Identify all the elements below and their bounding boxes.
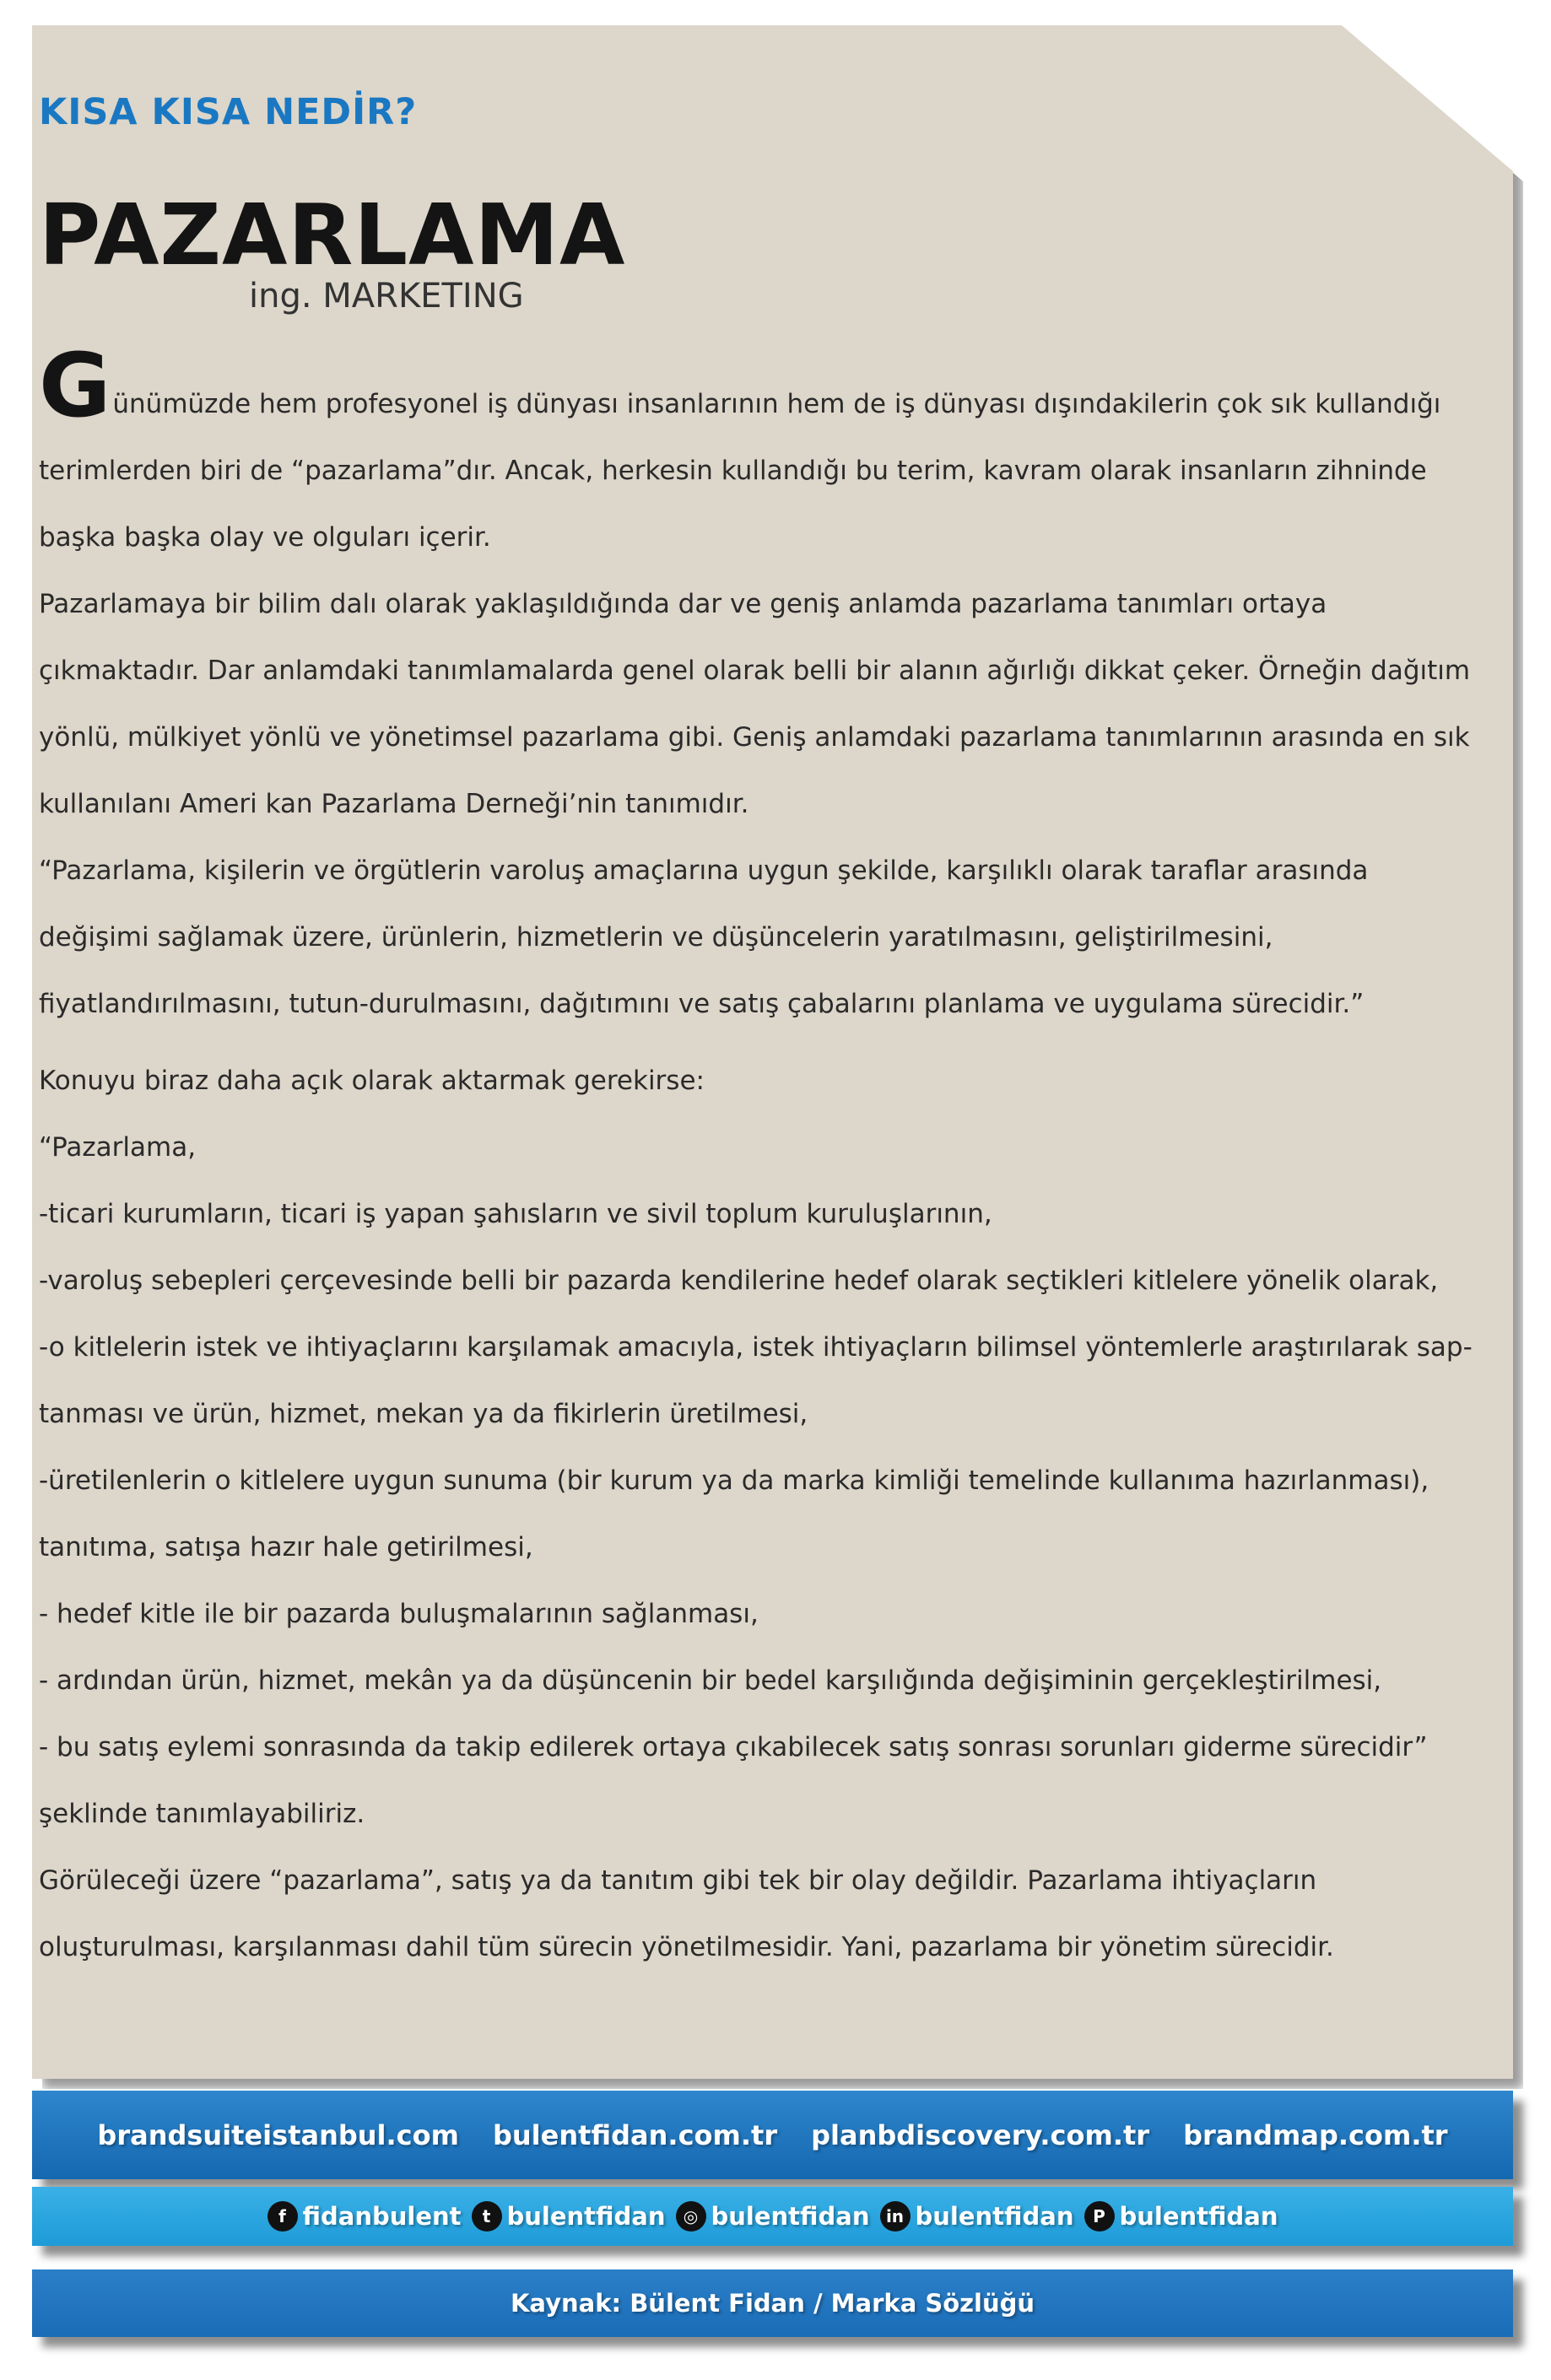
websites-bar [32,2091,1513,2179]
list-item: - bu satış eylemi sonrasında da takip edilerek ortaya çıkabilecek satış sonrası sorunları giderme sürecidir” [39,1732,1428,1762]
social-linkedin[interactable] [880,2201,1074,2232]
paragraph-conclusion: Görüleceği üzere “pazarlama”, satış ya da tanıtım gibi tek bir olay değildir. Pazarlama ihtiyaçların oluşturulması, karşılanması dahil tüm sürecin yönetilmesidir. Yani, pazarlama bir yönetim sürecidir. [39,1865,1334,1962]
paragraph-intro [39,334,1473,571]
kicker-heading: KISA KISA NEDİR? [39,91,418,133]
instagram-icon: ◎ [676,2201,706,2232]
drop-cap: G [39,334,111,437]
article-body [39,334,1473,1981]
social-handle: bulentfidan [711,2202,870,2231]
website-link[interactable]: brandsuiteistanbul.com [97,2118,459,2151]
spacer [39,1038,1473,1048]
social-handle: bulentfidan [915,2202,1074,2231]
list-item: -üretilenlerin o kitlelere uygun sunuma (bir kurum ya da marka kimliği temelinde kullanıma hazırlanması), tanıtıma, satışa hazır hale getirilmesi, [39,1465,1429,1562]
list-item: -ticari kurumların, ticari iş yapan şahısların ve sivil toplum kuruluşlarının, [39,1199,992,1229]
website-link[interactable]: brandmap.com.tr [1183,2118,1448,2151]
social-facebook[interactable] [268,2201,462,2232]
source-credit: Kaynak: Bülent Fidan / Marka Sözlüğü [510,2289,1035,2318]
paragraph-intro-text: ünümüzde hem profesyonel iş dünyası insanlarının hem de iş dünyası dışındakilerin çok sık kullandığı terimlerden biri de “pazarlama”dır. Ancak, herkesin kullandığı bu terim, kavram olarak insanların zihninde başka başka olay ve olguları içerir. [39,389,1441,553]
social-handle: bulentfidan [1119,2202,1278,2231]
list-item: -o kitlelerin istek ve ihtiyaçlarını karşılamak amacıyla, istek ihtiyaçların bilimsel yöntemlerle araştırılarak sap-tanması ve ürün, hizmet, mekan ya da fikirlerin üretilmesi, [39,1332,1473,1429]
twitter-icon: t [472,2201,502,2232]
paragraph-definitions: Pazarlamaya bir bilim dalı olarak yaklaşıldığında dar ve geniş anlamda pazarlama tanımları ortaya çıkmaktadır. Dar anlamdaki tanımlamalarda genel olarak belli bir alanın ağırlığı dikkat çeker. Örneğin dağıtım yönlü, mülkiyet yönlü ve yönetimsel pazarlama gibi. Geniş anlamdaki pazarlama tanımlarının arasında en sık kullanılanı Ameri kan Pazarlama Derneği’nin tanımıdır. [39,589,1471,819]
social-handle: bulentfidan [506,2202,666,2231]
paragraph-quote-open: “Pazarlama, [39,1132,197,1163]
social-handle: fidanbulent [302,2202,462,2231]
list-item: -varoluş sebepleri çerçevesinde belli bir pazarda kendilerine hedef olarak seçtikleri kitlelere yönelik olarak, [39,1266,1439,1296]
social-twitter[interactable] [472,2201,666,2232]
paragraph-closing-line: şeklinde tanımlayabiliriz. [39,1799,365,1829]
list-item: - hedef kitle ile bir pazarda buluşmalarının sağlanması, [39,1599,759,1629]
social-instagram[interactable] [676,2201,870,2232]
social-bar [32,2187,1513,2246]
facebook-icon: f [268,2201,298,2232]
linkedin-icon: in [880,2201,911,2232]
website-link[interactable]: planbdiscovery.com.tr [811,2118,1150,2151]
page-title: PAZARLAMA [39,186,626,284]
social-pinterest[interactable] [1084,2201,1278,2232]
list-item: - ardından ürün, hizmet, mekân ya da düşüncenin bir bedel karşılığında değişiminin gerçekleştirilmesi, [39,1665,1382,1696]
paragraph-lead: Konuyu biraz daha açık olarak aktarmak gerekirse: [39,1066,705,1096]
english-term: ing. MARKETING [249,277,524,316]
pinterest-icon: P [1084,2201,1115,2232]
website-link[interactable]: bulentfidan.com.tr [492,2118,778,2151]
paragraph-ama-quote: “Pazarlama, kişilerin ve örgütlerin varoluş amaçlarına uygun şekilde, karşılıklı olarak taraflar arasında değişimi sağlamak üzere, ürünlerin, hizmetlerin ve düşüncelerin yaratılmasını, geliştirilmesini, fiyatlandırılmasını, tutun-durulmasını, dağıtımını ve satış çabalarını planlama ve uygulama sürecidir.” [39,855,1369,1019]
source-bar [32,2269,1513,2337]
